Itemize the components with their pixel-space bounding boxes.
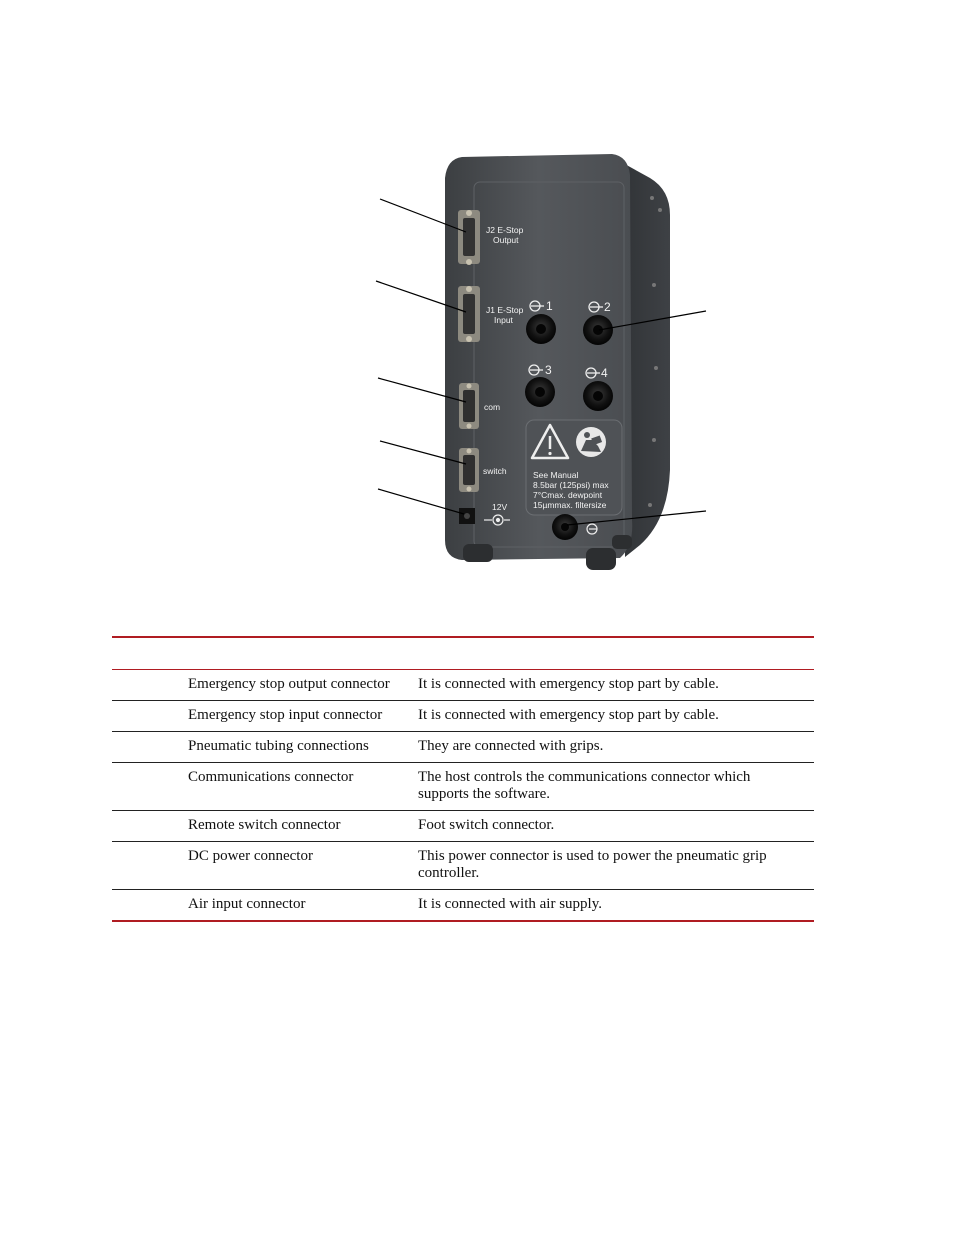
j1-label-line1: J1 E-Stop <box>486 305 524 315</box>
power-label: 12V <box>492 502 508 512</box>
description-line: controller. <box>418 865 480 881</box>
table-row <box>112 811 814 842</box>
table-cell-connector-name: DC power connector <box>188 848 313 864</box>
description-line: It is connected with air supply. <box>418 896 602 912</box>
warning-line-1: See Manual <box>533 470 579 480</box>
port-number-3: 3 <box>545 363 552 377</box>
description-line: supports the software. <box>418 786 551 802</box>
table-cell-connector-name: Communications connector <box>188 769 354 785</box>
air-input-fitting <box>552 514 578 540</box>
table-cell-connector-name: Emergency stop output connector <box>188 676 390 692</box>
table-cell-callout <box>112 670 188 700</box>
com-connector <box>459 383 479 429</box>
description-line: It is connected with emergency stop part by cable. <box>418 707 719 723</box>
switch-label: switch <box>483 466 507 476</box>
read-manual-icon <box>576 427 606 457</box>
table-row <box>112 890 814 920</box>
table-cell-callout <box>112 842 188 889</box>
dc-power-jack <box>459 508 475 524</box>
warning-line-3: 7°Cmax. dewpoint <box>533 490 603 500</box>
description-line: They are connected with grips. <box>418 738 604 754</box>
table-cell-callout <box>112 732 188 762</box>
j2-estop-output-connector <box>458 210 480 265</box>
table-cell-description <box>418 670 814 700</box>
table-row <box>112 763 814 811</box>
table-row <box>112 732 814 763</box>
j2-label-line2: Output <box>493 235 519 245</box>
switch-connector <box>459 448 479 492</box>
warning-line-2: 8.5bar (125psi) max <box>533 480 609 490</box>
connector-table <box>112 636 814 922</box>
table-cell-callout <box>112 811 188 841</box>
port-number-4: 4 <box>601 366 608 380</box>
table-body <box>112 670 814 920</box>
table-cell-connector-name: Air input connector <box>188 896 306 912</box>
table-cell-connector-name: Remote switch connector <box>188 817 341 833</box>
controller-rear-view-figure <box>0 0 954 600</box>
description-line: It is connected with emergency stop part by cable. <box>418 676 719 692</box>
j1-label-line2: Input <box>494 315 513 325</box>
table-row <box>112 701 814 732</box>
j1-estop-input-connector <box>458 286 480 342</box>
table-bottom-rule <box>112 920 814 922</box>
port-number-2: 2 <box>604 300 611 314</box>
com-label: com <box>484 402 501 412</box>
warning-line-4: 15µmmax. filtersize <box>533 500 607 510</box>
table-row <box>112 842 814 890</box>
table-cell-description <box>418 842 814 889</box>
table-cell-callout <box>112 890 188 920</box>
table-header-row <box>112 638 814 670</box>
table-cell-callout <box>112 763 188 810</box>
table-cell-description <box>418 732 814 762</box>
table-cell-description <box>418 811 814 841</box>
table-cell-callout <box>112 701 188 731</box>
table-cell-description <box>418 701 814 731</box>
description-line: This power connector is used to power the pneumatic grip <box>418 848 767 864</box>
j2-label-line1: J2 E-Stop <box>486 225 524 235</box>
description-line: Foot switch connector. <box>418 817 555 833</box>
table-cell-description <box>418 763 814 810</box>
table-row <box>112 670 814 701</box>
port-number-1: 1 <box>546 299 553 313</box>
table-cell-description <box>418 890 814 920</box>
table-cell-connector-name: Emergency stop input connector <box>188 707 383 723</box>
description-line: The host controls the communications connector which <box>418 769 751 785</box>
table-cell-connector-name: Pneumatic tubing connections <box>188 738 369 754</box>
